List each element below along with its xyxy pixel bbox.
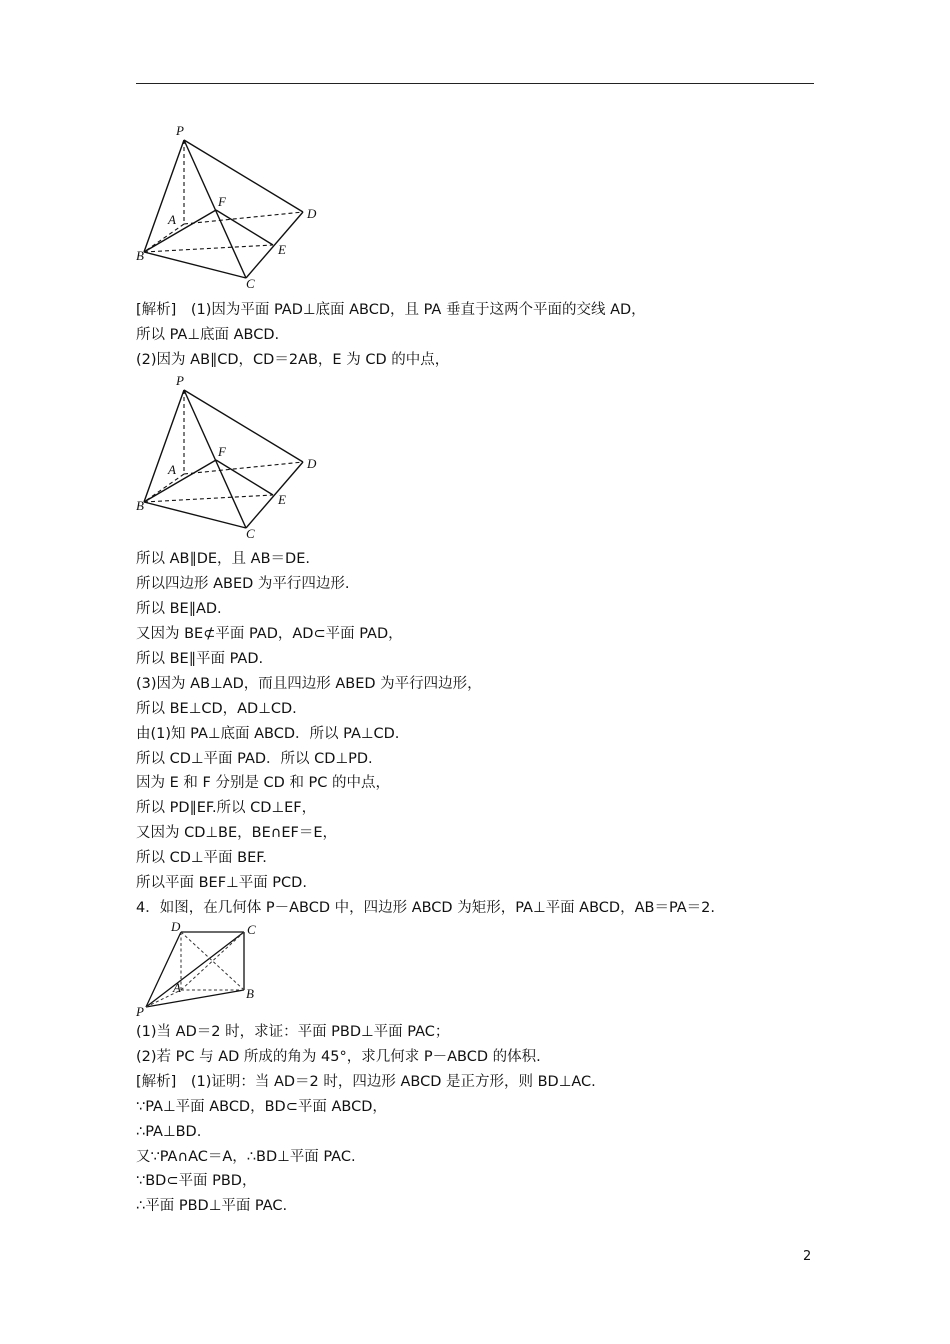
label-E: E [278,492,286,507]
label-D: D [307,456,317,471]
text-line: 又因为 BE⊄平面 PAD，AD⊂平面 PAD， [136,626,403,642]
label-C: C [246,276,255,291]
text-line: 所以平面 BEF⊥平面 PCD. [136,875,307,891]
text-line: [解析] (1)因为平面 PAD⊥底面 ABCD，且 PA 垂直于这两个平面的交线 AD， [136,302,646,318]
text-line: 由(1)知 PA⊥底面 ABCD．所以 PA⊥CD. [136,726,400,742]
text-line: (2)因为 AB∥CD，CD＝2AB，E 为 CD 的中点， [136,352,450,368]
text-line: 又∵PA∩AC＝A，∴BD⊥平面 PAC. [136,1149,356,1165]
label-D: D [307,206,317,221]
label-C: C [247,922,256,937]
label-A: A [168,212,176,227]
text-line: (2)若 PC 与 AD 所成的角为 45°，求几何求 P－ABCD 的体积. [136,1049,541,1065]
label-F: F [218,194,226,209]
text-line: 所以 CD⊥平面 PAD．所以 CD⊥PD. [136,751,373,767]
text-line: 所以四边形 ABED 为平行四边形. [136,576,350,592]
text-line: (1)当 AD＝2 时，求证：平面 PBD⊥平面 PAC； [136,1024,450,1040]
text-line: 又因为 CD⊥BE，BE∩EF＝E， [136,825,338,841]
label-P: P [176,373,184,388]
label-A: A [173,980,181,995]
label-F: F [218,444,226,459]
text-line: 所以 PA⊥底面 ABCD. [136,327,280,343]
label-D: D [171,920,181,934]
text-line: ∴PA⊥BD. [136,1124,202,1140]
pyramid-diagram-1 [130,120,330,292]
rectangle-pyramid-diagram [130,920,270,1022]
text-line: ∴平面 PBD⊥平面 PAC. [136,1198,288,1214]
text-line: 因为 E 和 F 分别是 CD 和 PC 的中点， [136,775,391,791]
page-number: 2 [803,1249,812,1264]
text-line: 所以 BE∥AD. [136,601,222,617]
text-line: (3)因为 AB⊥AD，而且四边形 ABED 为平行四边形， [136,676,482,692]
label-P: P [136,1004,144,1019]
text-line: 所以 CD⊥平面 BEF. [136,850,267,866]
label-C: C [246,526,255,541]
text-line: 所以 AB∥DE，且 AB＝DE. [136,551,310,567]
figure-pyramid-1 [130,120,330,292]
label-A: A [168,462,176,477]
figure-pyramid-2 [130,370,330,542]
text-line: ∵PA⊥平面 ABCD，BD⊂平面 ABCD， [136,1099,387,1115]
problem-4-statement: 4．如图，在几何体 P－ABCD 中，四边形 ABCD 为矩形，PA⊥平面 ABCD，AB＝PA＝2. [136,900,716,916]
text-line: 所以 BE⊥CD，AD⊥CD. [136,701,297,717]
text-line: ∵BD⊂平面 PBD， [136,1173,257,1189]
text-line: [解析] (1)证明：当 AD＝2 时，四边形 ABCD 是正方形，则 BD⊥AC. [136,1074,596,1090]
header-rule [136,83,814,84]
pyramid-diagram-2 [130,370,330,542]
label-B: B [136,498,144,513]
text-line: 所以 PD∥EF.所以 CD⊥EF， [136,800,317,816]
label-B: B [136,248,144,263]
text-line: 所以 BE∥平面 PAD. [136,651,264,667]
label-B: B [246,986,254,1001]
label-E: E [278,242,286,257]
label-P: P [176,123,184,138]
figure-rectangle-pyramid [130,920,270,1022]
